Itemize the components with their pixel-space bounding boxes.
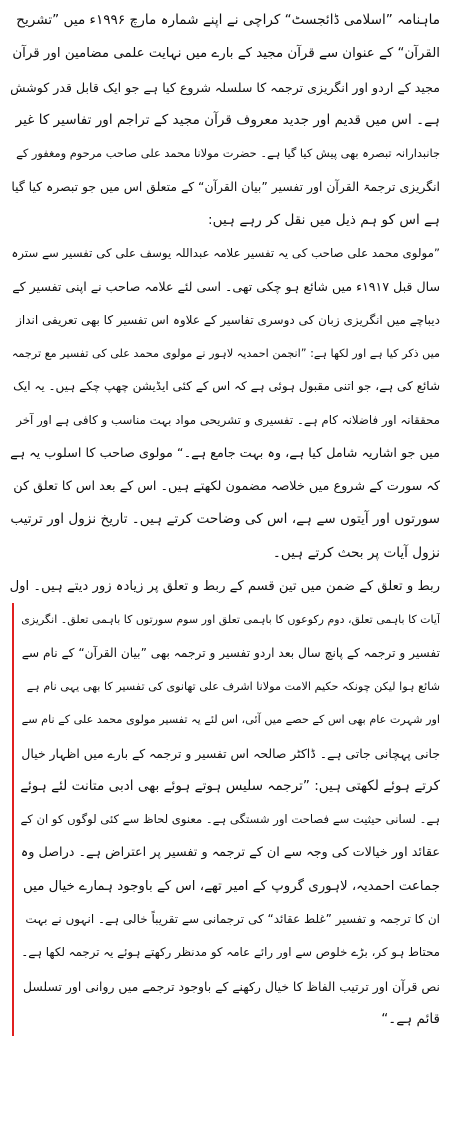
- text-line: ماہنامہ ”اسلامی ڈائجسٹ“ کراچی نے اپنے شمارہ مارچ ۱۹۹۶ء میں ”تشریح: [16, 12, 440, 28]
- text-line: دیباچے میں انگریزی زبان کی دوسری تفاسیر کے علاوہ اس تفسیر کا بھی تعریفی انداز: [16, 312, 440, 327]
- text-line: ہے۔ اس میں قدیم اور جدید معروف قرآن مجید کے تراجم اور تفاسیر کا غیر: [15, 111, 440, 128]
- marked-text-line: قائم ہے۔“: [381, 1010, 440, 1027]
- marked-text-line: شائع ہوا لیکن چونکہ حکیم الامت مولانا اشرف علی تھانوی کی تفسیر کا بھی یہی نام ہے: [26, 679, 440, 693]
- text-line: سال قبل ۱۹۱۷ء میں شائع ہو چکی تھی۔ اسی لئے علامہ صاحب نے اپنی تفسیر کے: [12, 279, 440, 295]
- text-line: جانبدارانہ تبصرہ بھی پیش کیا گیا ہے۔ حضرت مولانا محمد علی صاحب مرحوم ومغفور کے: [16, 146, 440, 161]
- marked-text-line: اور شہرت عام بھی اس کے حصے میں آئی، اس لئے یہ تفسیر مولوی محمد علی کے نام سے: [21, 713, 440, 727]
- marked-passage: [12, 603, 440, 1036]
- text-line: القرآن“ کے عنوان سے قرآن مجید کے بارے میں نہایت علمی مضامین اور قرآن: [12, 46, 440, 62]
- text-line: میں جو اشاریہ شامل کیا ہے، وہ بہت جامع ہے۔“ مولوی صاحب کا اسلوب یہ ہے: [10, 445, 440, 461]
- marked-text-line: آیات کا باہمی تعلق، دوم رکوعوں کا باہمی تعلق اور سوم سورتوں کا باہمی تعلق۔ انگریزی: [21, 613, 440, 627]
- marked-text-line: ہے۔ لسانی حیثیت سے فصاحت اور شستگی ہے۔ معنوی لحاظ سے کئی لوگوں کو ان کے: [20, 812, 440, 827]
- text-line: نزول آیات پر بحث کرتے ہیں۔: [272, 544, 440, 561]
- marked-text-line: ان کا ترجمہ و تفسیر ”غلط عقائد“ کی ترجمانی سے تقریباً خالی ہے۔ انہوں نے بہت: [25, 912, 440, 927]
- marked-text-line: جماعت احمدیہ، لاہوری گروپ کے امیر تھے، اس کے باوجود ہمارے خیال میں: [22, 878, 440, 894]
- text-line: کہ سورت کے شروع میں خلاصہ مضمون لکھتے ہیں۔ اس کے بعد اس کا تعلق کن: [13, 479, 440, 495]
- text-line: انگریزی ترجمۃ القرآن اور تفسیر ”بیان القرآن“ کے متعلق اس میں جو تبصرہ کیا گیا: [11, 179, 440, 195]
- text-line: ہے اس کو ہم ذیل میں نقل کر رہے ہیں:: [208, 211, 440, 228]
- marked-text-line: جانی پہچانی جاتی ہے۔ ڈاکٹر صالحہ اس تفسیر و ترجمہ کے بارے میں اظہار خیال: [21, 745, 440, 761]
- text-line: میں ذکر کیا ہے اور لکھا ہے: ”انجمن احمدیہ لاہور نے مولوی محمد علی کی تفسیر مع ترجمہ: [11, 346, 440, 360]
- marked-text-line: محتاط ہو کر، بڑے خلوص سے اور رائے عامہ کو مدنظر رکھتے ہوئے یہ ترجمہ لکھا ہے۔: [21, 945, 440, 960]
- marked-text-line: تفسیر و ترجمہ کے پانچ سال بعد اردو تفسیر و ترجمہ بھی ”بیان القرآن“ کے نام سے: [21, 645, 440, 660]
- marked-text-line: کرتے ہوئے لکھتی ہیں: ”ترجمہ سلیس ہوتے ہوئے بھی ادبی متانت لئے ہوئے: [20, 777, 440, 794]
- text-line: محققانہ اور فاضلانہ کام ہے۔ تفسیری و تشریحی مواد بہت مناسب و کافی ہے اور آخر: [16, 412, 440, 427]
- article-body-top: [10, 4, 440, 603]
- marked-text-line: نص قرآن اور ترتیب الفاظ کا خیال رکھنے کے باوجود ترجمے میں روانی اور تسلسل: [22, 978, 440, 994]
- text-line: ”مولوی محمد علی صاحب کی یہ تفسیر علامہ عبداللہ یوسف علی کی تفسیر سے سترہ: [11, 246, 440, 261]
- text-line: سورتوں اور آیتوں سے ہے، اس کی وضاحت کرتے ہیں۔ تاریخ نزول اور ترتیب: [10, 511, 440, 528]
- text-line: مجید کے اردو اور انگریزی ترجمہ کا سلسلہ شروع کیا ہے جو ایک قابل قدر کوشش: [10, 79, 440, 95]
- text-line: شائع کی ہے، جو اتنی مقبول ہوئی ہے کہ اس کے کئی ایڈیشن چھپ چکے ہیں۔ یہ ایک: [13, 379, 440, 394]
- marked-text-line: عقائد اور خیالات کی وجہ سے ان کے ترجمہ و تفسیر پر اعتراض ہے۔ دراصل وہ: [20, 845, 440, 861]
- text-line: ربط و تعلق کے ضمن میں تین قسم کے ربط و تعلق پر زیادہ زور دیتے ہیں۔ اول: [10, 579, 440, 595]
